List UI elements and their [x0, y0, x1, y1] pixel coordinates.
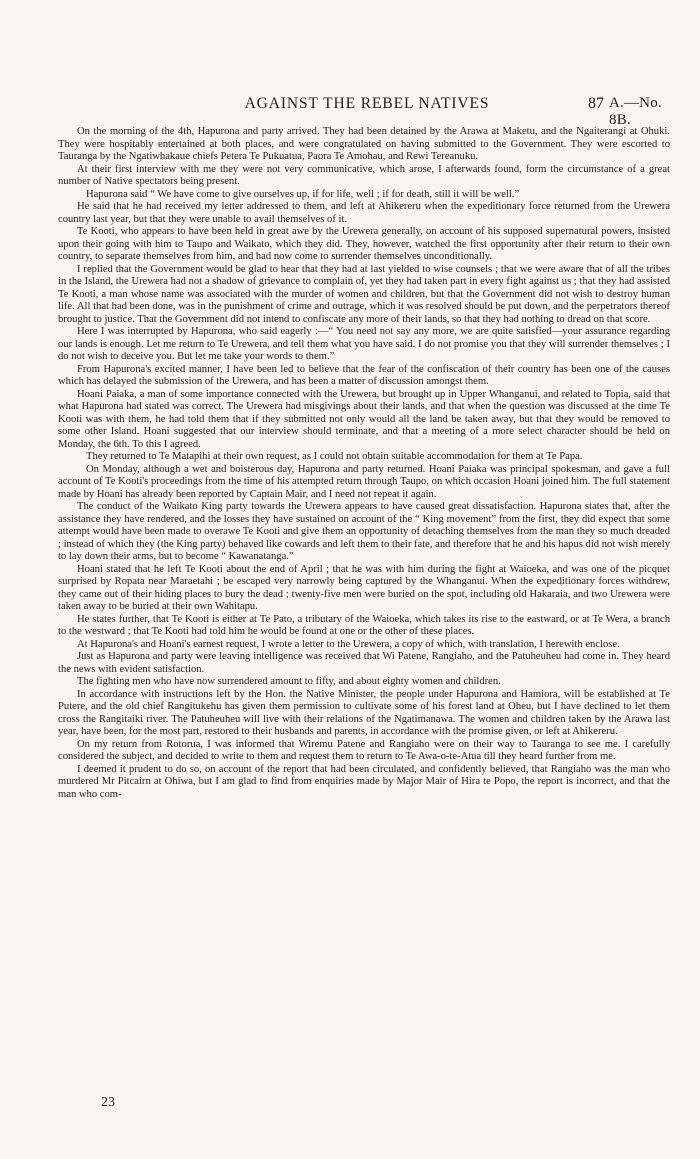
paragraph: On my return from Rotorua, I was informed that Wiremu Patene and Rangiaho were on their way to Tauranga to see me. I carefully considered the subject, and decided to write to them and request them to return to Te Awa-o-te-Atua till they heard further from me.	[58, 738, 670, 762]
paragraph: At their first interview with me they were not very communicative, which arose, I afterwards found, form the circumstance of a great number of Native spectators being present.	[58, 163, 670, 187]
document-reference: A.—No. 8B.	[609, 95, 662, 128]
paragraph: Hapurona said “ We have come to give ourselves up, if for life, well ; if for death, still it will be well.”	[86, 188, 520, 200]
paragraph: He states further, that Te Kooti is either at Te Pato, a tributary of the Waioeka, which takes its rise to the eastward, or at Te Wera, a branch to the westward ; that Te Kooti had told him he would be found at one or the other of these places.	[58, 613, 670, 637]
paragraph: In accordance with instructions left by the Hon. the Native Minister, the people under Hapurona and Hamiora, will be established at Te Putere, and the old chief Rangitukehu has given them permission to cultivate some of his forest land at Oheu, but I have declined to let them cross the Rangitaiki river. The Patuheuheu will live with their relations of the Ngatimanawa. The women and children taken by the Arawa last year, have been, for the most part, restored to their husbands and parents, in accordance with the promise given, or left at Ahikereru.	[58, 688, 670, 737]
paragraph: The conduct of the Waikato King party towards the Urewera appears to have caused great dissatisfaction. Hapurona states that, after the assistance they have rendered, and the losses they have sustained on account of the “ King movement” from the first, they did expect that some attempt would have been made to overawe Te Kooti and give them an opportunity of detaching themselves from the man they so much dreaded ; instead of which they (the King party) behaved like cowards and left them to their fate, and therefore that he and his hapus did not wish merely to lay down their arms, but to become “ Kawanatanga.”	[58, 501, 670, 562]
paragraph: He said that he had received my letter addressed to them, and left at Ahikereru when the expeditionary force returned from the Urewera country last year, but that they were unable to avail themselves of it.	[58, 201, 670, 225]
paragraph: Hoani stated that he left Te Kooti about the end of April ; that he was with him during the fight at Waioeka, and was one of the picquet surprised by Ropata near Maraetahi ; be escaped very narrowly being captured by the Whanganui. When the expeditionary forces withdrew, they came out of their hiding places to bury the dead ; twenty-five men were buried on the spot, including old Hakaraia, and two Urewera were taken away to be buried at their own Wahitapu.	[58, 563, 670, 612]
running-title: AGAINST THE REBEL NATIVES	[244, 95, 490, 112]
paragraph: Te Kooti, who appears to have been held in great awe by the Urewera generally, on account of his supposed supernatural powers, insisted upon their going with him to Taupo and Waikato, which they did. They, however, watched the first opportunity after their return to their own country, to separate themselves from him, and had now come to surrender themselves unconditionally.	[58, 226, 670, 262]
signature-mark: 23	[101, 1095, 115, 1110]
page-number: 87	[588, 95, 604, 112]
paragraph: Hoani Paiaka, a man of some importance connected with the Urewera, but brought up in Upper Whanganui, and related to Topia, said that what Hapurona had stated was correct. The Urewera had misgivings about their lands, and that when the question was discussed at the time Te Kooti was with them, he had told them that if they submitted not only would all the land be taken away, but that they would be removed to some other Island. Hoani suggested that our interview should terminate, and that a meeting of a more select character should be held on Monday, the 6th. To this I agreed.	[58, 388, 670, 450]
paragraph: On Monday, although a wet and boisterous day, Hapurona and party returned. Hoani Paiaka was principal spokesman, and gave a full account of Te Kooti's proceedings from the time of his attempted return through Taupo, on which occasion Hoani joined him. The full statement made by Hoani has already been reported by Captain Mair, and I need not repeat it again.	[58, 463, 670, 500]
paragraph: The fighting men who have now surrendered amount to fifty, and about eighty women and children.	[77, 676, 501, 687]
paragraph: I replied that the Government would be glad to hear that they had at last yielded to wise counsels ; that we were aware that of all the tribes in the Island, the Urewera had not a shadow of grievance to complain of, yet they had taken part in every fight against us ; that they had assisted Te Kooti, a man whose name was associated with the murder of women and children, but that the Government did not wish to destroy human life. All that had been done, was in the punishment of crime and outrage, which it was resolved should be put down, and the perpetrators thereof brought to justice. That the Government did not intend to confiscate any more of their lands, so that they had nothing to dread on that score.	[58, 263, 670, 325]
paragraph: Here I was interrupted by Hapurona, who said eagerly :—“ You need not say any more, we are quite satisfied—your assurance regarding our lands is enough. Let me return to Te Urewera, and tell them what you have said. I do not promise you that they will surrender themselves ; I do not wish to deceive you. But let me take your words to them.”	[58, 326, 670, 362]
paragraph: From Hapurona's excited manner, I have been led to believe that the fear of the confiscation of their country has been one of the causes which has delayed the submission of the Urewera, and has been a matter of discussion amongst them.	[58, 363, 670, 387]
paragraph: On the morning of the 4th, Hapurona and party arrived. They had been detained by the Arawa at Maketu, and the Ngaiterangi at Ohuki. They were hospitably entertained at both places, and were congratulated on having submitted to the Government. They were escorted to Tauranga by the Ngatiwhakaue chiefs Petera Te Pukuatua, Paora Te Amohau, and Rewi Tereanuku.	[58, 126, 670, 162]
paragraph: They returned to Te Matapihi at their own request, as I could not obtain suitable accommodation for them at Te Papa.	[86, 451, 583, 462]
paragraph: I deemed it prudent to do so, on account of the report that had been circulated, and confidently believed, that Rangiaho was the man who murdered Mr Pitcairn at Ohiwa, but I am glad to find from enquiries made by Major Mair of Hira te Popo, the report is incorrect, and that the man who com-	[58, 763, 670, 800]
body-text	[58, 126, 670, 801]
paragraph: At Hapurona's and Hoani's earnest request, I wrote a letter to the Urewera, a copy of which, with translation, I herewith enclose.	[77, 638, 620, 650]
paragraph: Just as Hapurona and party were leaving intelligence was received that Wi Patene, Rangiaho, and the Patuheuheu had come in. They heard the news with evident satisfaction.	[58, 651, 670, 675]
page-header	[58, 95, 676, 128]
